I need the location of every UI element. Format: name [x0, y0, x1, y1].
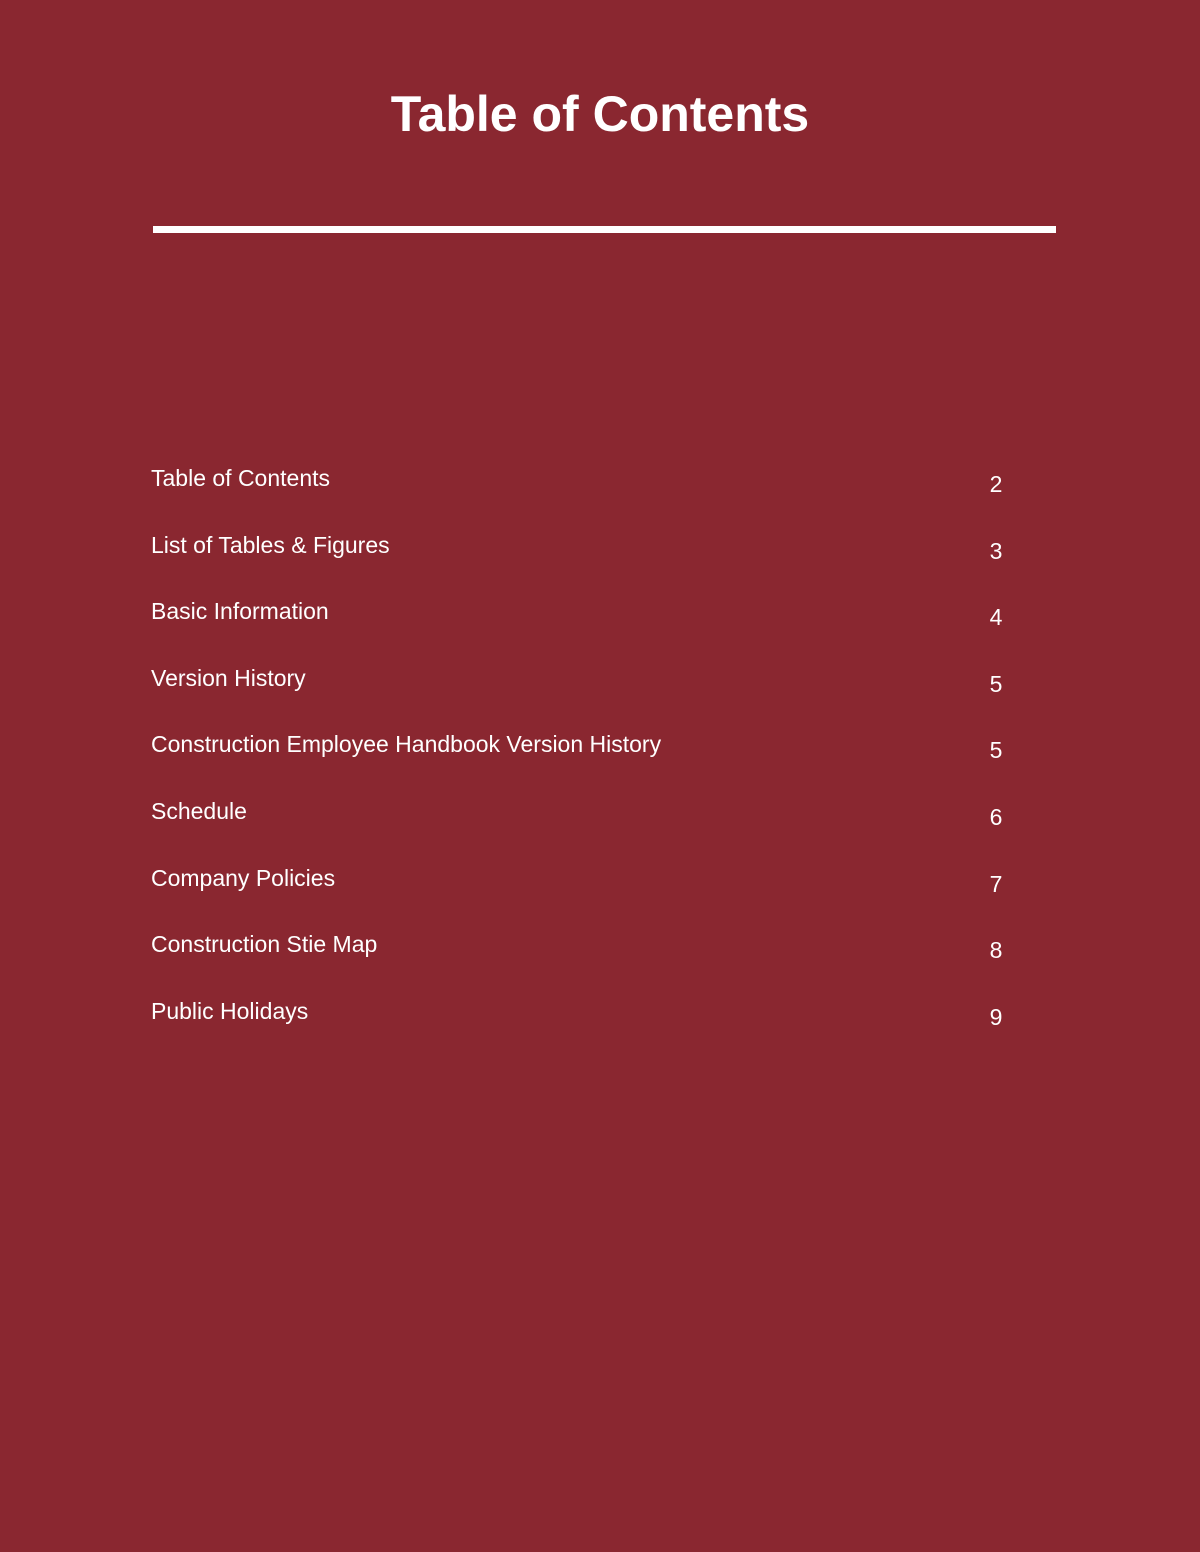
toc-entry[interactable] — [151, 926, 1021, 993]
toc-entry[interactable] — [151, 993, 1021, 1060]
toc-entry-label: Version History — [151, 664, 306, 691]
toc-entry-page: 8 — [989, 937, 1003, 964]
toc-entry-label: Basic Information — [151, 598, 329, 625]
toc-entry-label: Construction Stie Map — [151, 931, 378, 958]
toc-entry-label: Company Policies — [151, 864, 336, 891]
toc-entry-page: 7 — [989, 870, 1003, 897]
toc-entry-page: 5 — [989, 670, 1003, 697]
toc-entry-label: Construction Employee Handbook Version History — [151, 731, 662, 758]
toc-entry-label: Table of Contents — [151, 465, 331, 491]
toc-entry[interactable] — [151, 726, 1021, 793]
toc-entry-label: Schedule — [151, 797, 247, 824]
toc-entry-page: 6 — [989, 803, 1003, 830]
title-divider — [153, 226, 1056, 233]
toc-entry-page: 2 — [989, 471, 1003, 497]
toc-entry[interactable] — [151, 527, 1021, 594]
toc-entry[interactable] — [151, 460, 1021, 527]
toc-entry-label: List of Tables & Figures — [151, 531, 390, 558]
toc-entry[interactable] — [151, 593, 1021, 660]
toc-list — [151, 460, 1021, 1059]
page-title: Table of Contents — [390, 86, 810, 142]
toc-entry-page: 9 — [989, 1003, 1003, 1030]
toc-entry-page: 4 — [989, 604, 1003, 631]
toc-entry-label: Public Holidays — [151, 997, 309, 1024]
toc-entry[interactable] — [151, 660, 1021, 727]
toc-entry-page: 3 — [989, 537, 1003, 564]
toc-entry[interactable] — [151, 793, 1021, 860]
toc-entry-page: 5 — [989, 737, 1003, 764]
toc-entry[interactable] — [151, 860, 1021, 927]
